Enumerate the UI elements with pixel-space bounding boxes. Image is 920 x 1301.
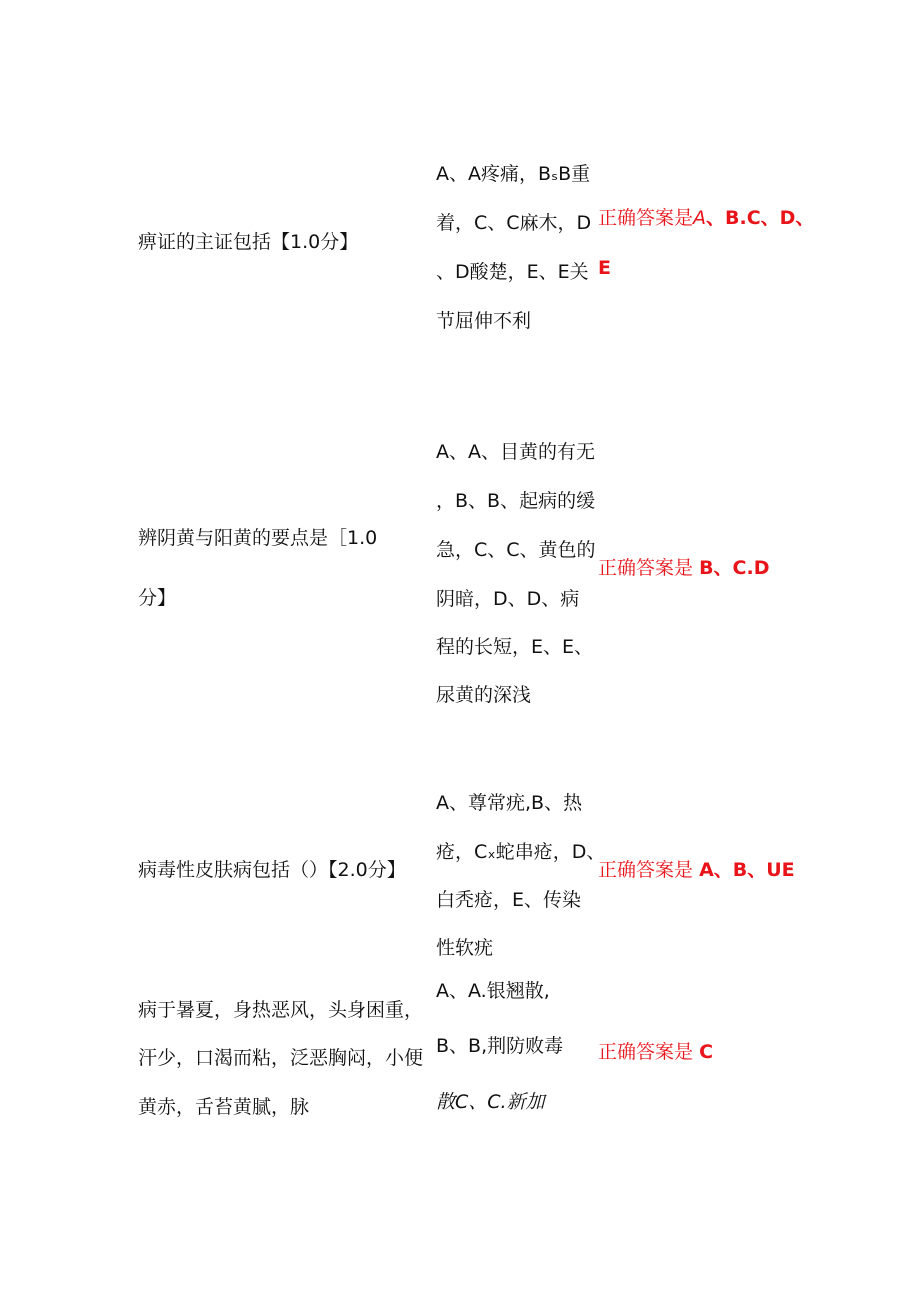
question-2-option-line: A、A、目黄的有无 (436, 441, 595, 463)
answer-prefix: 正确答案是 (598, 207, 694, 229)
question-2-answer (598, 556, 769, 580)
answer-value-tail: E (598, 257, 611, 279)
question-3-option-line: 疮，Cₓ蛇串疮，D、 (436, 841, 606, 863)
question-3-option-line: 性软疣 (436, 937, 494, 959)
question-1-option-line: 、D酸楚，E、E关 (436, 261, 589, 283)
question-3-option-line: 白秃疮，E、传染 (436, 889, 582, 911)
question-1-answer-tail (598, 256, 611, 280)
question-2-text: 分】 (138, 587, 177, 609)
question-4-option-line: B、B,荆防败毒 (436, 1035, 564, 1057)
question-1-answer (598, 206, 814, 230)
question-1-option-line: 节屈伸不利 (436, 310, 532, 332)
answer-value: B、C.D (699, 557, 770, 579)
answer-value: C (699, 1041, 714, 1063)
question-2-text: 辨阴黄与阳黄的要点是［1.0 (138, 527, 378, 549)
question-2-option-line: 程的长短，E、E、 (436, 636, 594, 658)
question-4-option-line: 散C、C.新加 (436, 1091, 545, 1113)
answer-prefix: 正确答案是 (598, 1041, 694, 1063)
question-4-option-line: A、A.银翘散, (436, 980, 550, 1002)
question-2-option-line: ，B、B、起病的缓 (436, 490, 596, 512)
question-1-option-line: 着，C、C麻木，D (436, 212, 592, 234)
question-4-text: 病于暑夏，身热恶风，头身困重， (138, 999, 424, 1021)
answer-prefix: 正确答案是 (598, 859, 694, 881)
question-2-option-line: 阴暗，D、D、病 (436, 588, 580, 610)
question-3-answer (598, 858, 795, 882)
answer-prefix: 正确答案是 (598, 557, 694, 579)
question-3-option-line: A、尊常疣,B、热 (436, 792, 583, 814)
question-4-answer (598, 1040, 713, 1064)
question-4-text: 黄赤，舌苔黄腻，脉 (138, 1096, 310, 1118)
question-2-option-line: 急，C、C、黄色的 (436, 539, 596, 561)
answer-value-a: A (693, 207, 707, 229)
answer-value: A、B、UE (699, 859, 795, 881)
question-1-text: 痹证的主证包括【1.0分】 (138, 231, 359, 253)
question-2-option-line: 尿黄的深浅 (436, 684, 532, 706)
answer-value: 、B.C、D、 (706, 207, 815, 229)
question-4-text: 汗少，口渴而粘，泛恶胸闷，小便 (138, 1047, 424, 1069)
question-1-option-line: A、A疼痛，BₛB重 (436, 163, 591, 185)
question-3-text: 病毒性皮肤病包括（）【2.0分】 (138, 859, 406, 881)
